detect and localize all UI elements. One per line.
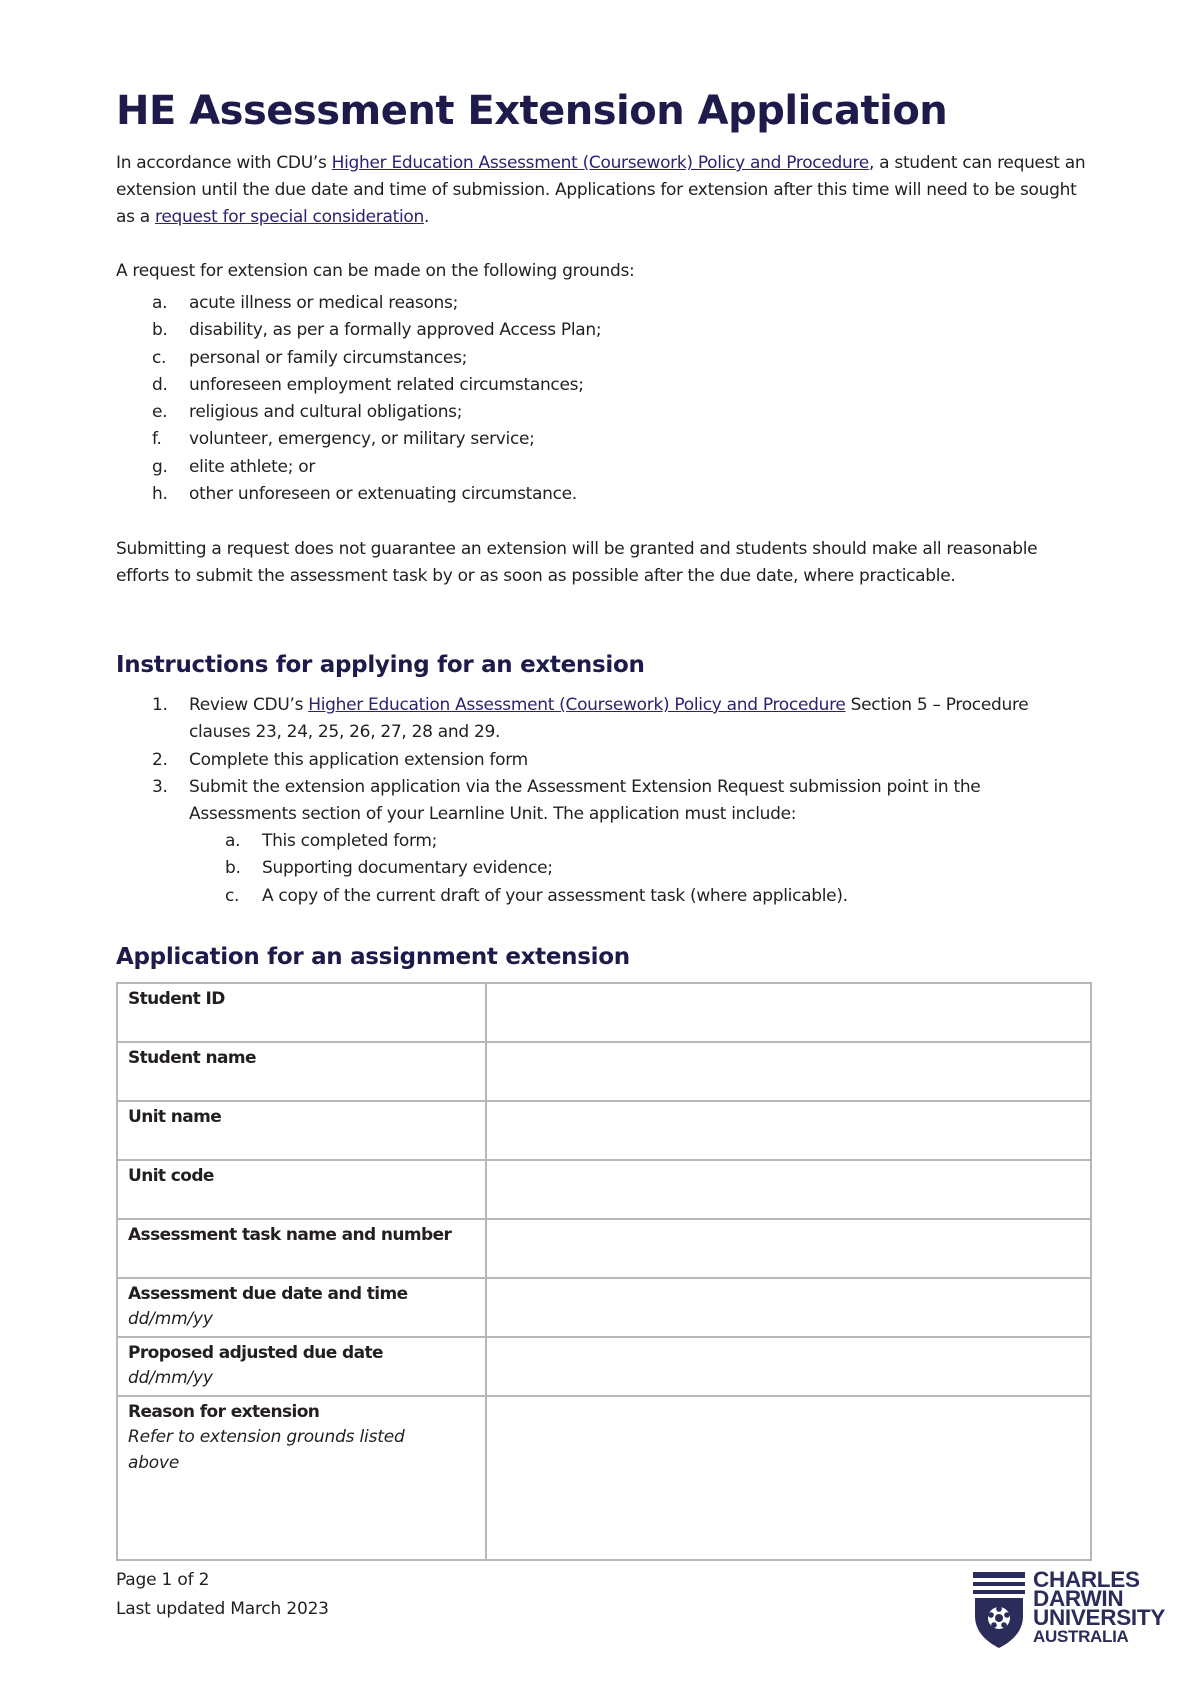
document-title: HE Assessment Extension Application <box>116 88 948 134</box>
reason-field[interactable] <box>486 1396 1091 1560</box>
field-hint: Refer to extension grounds listed above <box>128 1427 405 1473</box>
field-label-cell <box>117 1337 486 1396</box>
adjusted-due-date-field[interactable] <box>486 1337 1091 1396</box>
table-row <box>117 1160 1091 1219</box>
policy-link[interactable]: Higher Education Assessment (Coursework) Policy and Procedure <box>331 153 869 173</box>
assessment-task-field[interactable] <box>486 1219 1091 1278</box>
field-label: Assessment task name and number <box>128 1225 452 1245</box>
table-row <box>117 1396 1091 1560</box>
intro-paragraph <box>116 150 1091 231</box>
list-item: b. Supporting documentary evidence; <box>225 858 553 879</box>
instructions-heading: Instructions for applying for an extension <box>116 652 645 678</box>
logo-wordmark: CHARLES DARWIN UNIVERSITY AUSTRALIA <box>1033 1567 1166 1646</box>
unit-name-field[interactable] <box>486 1101 1091 1160</box>
field-label: Unit name <box>128 1107 222 1127</box>
list-item: d. unforeseen employment related circumstances; <box>152 374 584 395</box>
list-item: f. volunteer, emergency, or military service; <box>152 429 535 450</box>
list-item: c. personal or family circumstances; <box>152 347 468 368</box>
intro-text-2: , a student can request an extension until the due date and time of submission. Applications for extension after this time will need to be sought as a <box>116 153 1086 227</box>
field-label-cell <box>117 1101 486 1160</box>
intro-text-1: In accordance with CDU’s <box>116 153 332 173</box>
unit-code-field[interactable] <box>486 1160 1091 1219</box>
field-label-cell <box>117 1219 486 1278</box>
list-item: b. disability, as per a formally approved Access Plan; <box>152 320 602 341</box>
list-item: 3. Submit the extension application via the Assessment Extension Request submission point in the Assessments section of your Learnline Unit. The application must include: <box>152 776 981 825</box>
list-item: c. A copy of the current draft of your assessment task (where applicable). <box>225 885 848 906</box>
field-label: Assessment due date and time <box>128 1284 408 1304</box>
field-label-cell <box>117 1160 486 1219</box>
student-id-field[interactable] <box>486 983 1091 1042</box>
instructions-list <box>116 692 1091 828</box>
table-row <box>117 1337 1091 1396</box>
list-item: h. other unforeseen or extenuating circumstance. <box>152 484 577 505</box>
field-label: Student ID <box>128 989 225 1009</box>
field-hint: dd/mm/yy <box>128 1368 213 1388</box>
list-item: 2. Complete this application extension form <box>152 749 528 770</box>
submission-requirements-list <box>116 828 848 910</box>
table-row <box>117 1101 1091 1160</box>
form-heading: Application for an assignment extension <box>116 944 630 970</box>
grounds-list <box>116 290 601 508</box>
field-label: Unit code <box>128 1166 214 1186</box>
student-name-field[interactable] <box>486 1042 1091 1101</box>
table-row <box>117 983 1091 1042</box>
intro-text-3: . <box>423 207 430 227</box>
list-item: e. religious and cultural obligations; <box>152 402 463 423</box>
last-updated: Last updated March 2023 <box>116 1599 329 1619</box>
list-item: a. acute illness or medical reasons; <box>152 293 459 313</box>
page-number: Page 1 of 2 <box>116 1570 210 1590</box>
field-label: Proposed adjusted due date <box>128 1343 383 1363</box>
cdu-logo <box>971 1567 1191 1652</box>
table-row <box>117 1278 1091 1337</box>
policy-link-2[interactable]: Higher Education Assessment (Coursework) Policy and Procedure <box>308 695 846 715</box>
extension-form-table <box>116 982 1092 1561</box>
table-row <box>117 1042 1091 1101</box>
list-item: a. This completed form; <box>225 831 438 851</box>
grounds-intro: A request for extension can be made on the following grounds: <box>116 261 635 281</box>
field-label: Reason for extension <box>128 1402 320 1422</box>
field-label-cell <box>117 1396 486 1560</box>
cdu-shield-icon <box>971 1570 1027 1650</box>
field-label-cell <box>117 983 486 1042</box>
special-consideration-link[interactable]: request for special consideration <box>155 207 424 227</box>
list-item: g. elite athlete; or <box>152 456 316 477</box>
due-date-field[interactable] <box>486 1278 1091 1337</box>
field-label: Student name <box>128 1048 256 1068</box>
field-hint: dd/mm/yy <box>128 1309 213 1329</box>
list-item: 1. Review CDU’s Higher Education Assessment (Coursework) Policy and Procedure Section 5 – Procedure clauses 23, 24, 25, 26, 27, 28 and 29. <box>152 695 1029 743</box>
disclaimer-paragraph: Submitting a request does not guarantee an extension will be granted and students should make all reasonable efforts to submit the assessment task by or as soon as possible after the due date, where practicable. <box>116 539 1038 586</box>
table-row <box>117 1219 1091 1278</box>
field-label-cell <box>117 1042 486 1101</box>
field-label-cell <box>117 1278 486 1337</box>
